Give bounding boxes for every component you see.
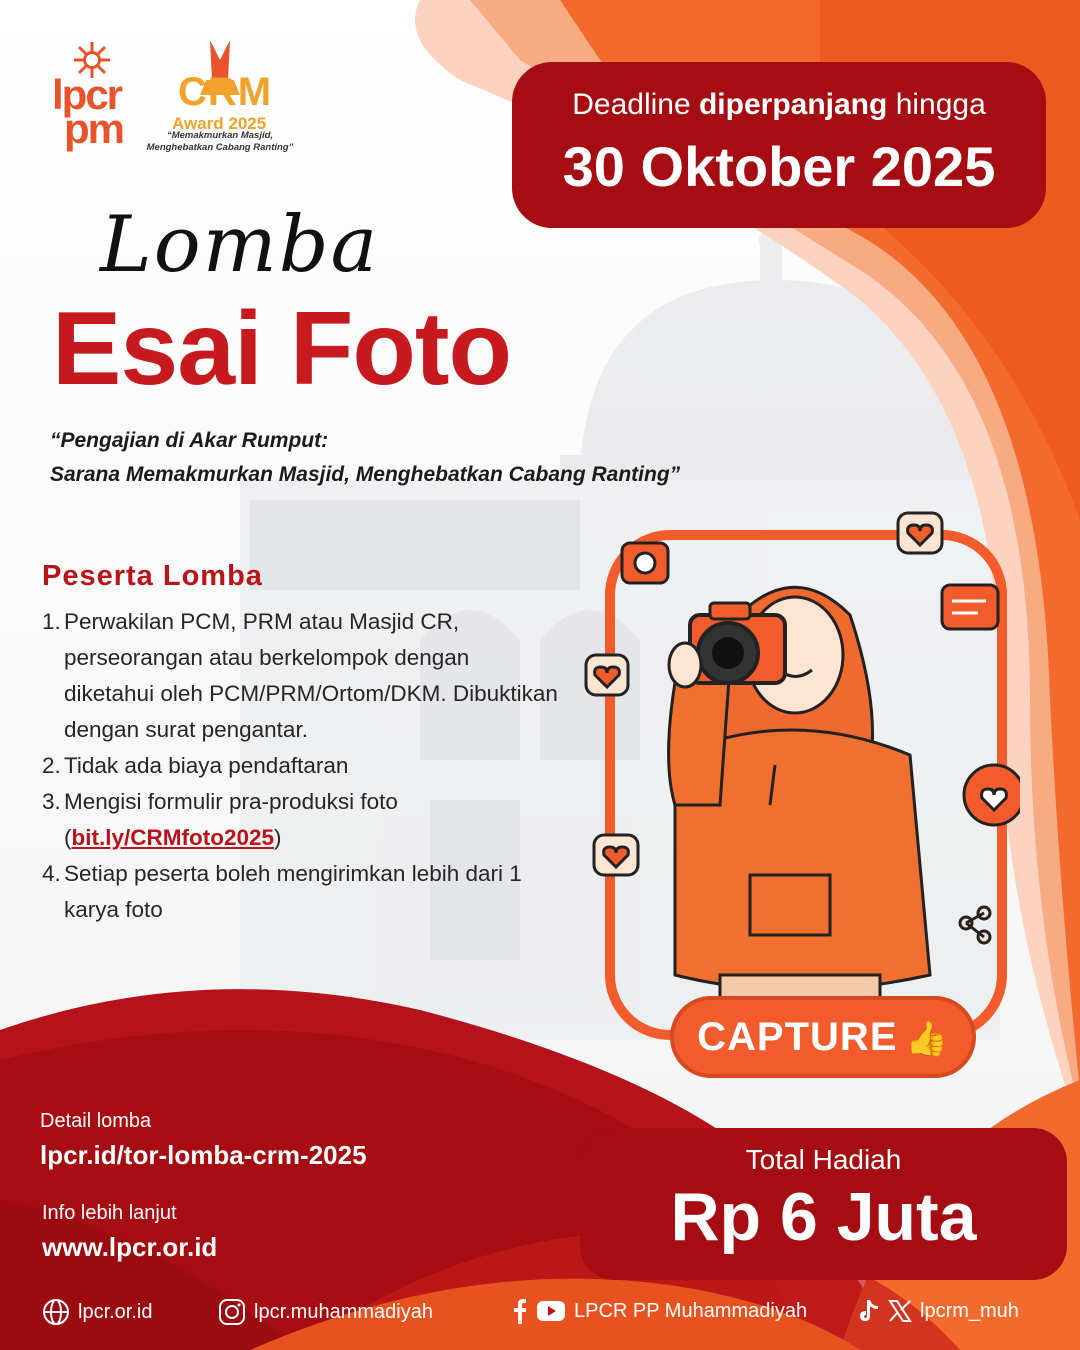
chat-icon — [942, 585, 998, 629]
deadline-bold: diperpanjang — [698, 88, 888, 121]
list-item — [42, 856, 562, 928]
list-text: Tidak ada biaya pendaftaran — [64, 753, 349, 778]
crm-tagline-line2: Menghebatkan Cabang Ranting” — [146, 142, 294, 153]
peserta-heading: Peserta Lomba — [42, 560, 263, 592]
footer-tiktok-x-text: lpcrm_muh — [920, 1299, 1019, 1322]
thumbs-up-icon: 👍 — [905, 1020, 949, 1058]
title-script: Lomba — [100, 200, 380, 290]
detail-url[interactable]: lpcr.id/tor-lomba-crm-2025 — [40, 1140, 367, 1170]
deadline-date: 30 Oktober 2025 — [562, 135, 996, 198]
footer-instagram-text: lpcr.muhammadiyah — [254, 1300, 433, 1323]
list-item — [42, 748, 562, 784]
list-text: Mengisi formulir pra-produksi foto — [64, 789, 398, 814]
footer-instagram[interactable] — [218, 1298, 433, 1326]
prize-banner — [580, 1128, 1067, 1280]
list-item — [42, 604, 562, 748]
heart-small-icon — [594, 835, 638, 875]
list-number: 2. — [42, 753, 61, 778]
crm-logo-award: Award 2025 — [172, 114, 267, 133]
list-number: 4. — [42, 861, 61, 886]
prize-amount: Rp 6 Juta — [670, 1179, 977, 1255]
x-icon — [888, 1299, 912, 1323]
peserta-list — [42, 604, 562, 928]
heart-icon — [898, 513, 942, 553]
instagram-icon — [218, 1298, 246, 1326]
share-icon — [960, 907, 990, 943]
list-text: Setiap peserta boleh mengirimkan lebih dari 1 karya foto — [64, 861, 522, 922]
facebook-icon — [512, 1298, 528, 1324]
deadline-banner — [512, 62, 1046, 228]
deadline-text — [512, 88, 1046, 122]
capture-label: CAPTURE — [697, 1015, 898, 1059]
theme-line1: “Pengajian di Akar Rumput: — [50, 429, 329, 452]
capture-button — [670, 996, 976, 1078]
prize-label: Total Hadiah — [745, 1144, 902, 1175]
footer-web[interactable] — [42, 1298, 152, 1326]
info-url[interactable]: www.lpcr.or.id — [42, 1232, 218, 1262]
lpcr-logo-line2: pm — [64, 105, 123, 152]
list-item: 3. Mengisi formulir pra-produksi foto (bit.ly/CRMfoto2025) — [42, 784, 562, 856]
form-link[interactable]: bit.ly/CRMfoto2025 — [71, 825, 275, 850]
detail-label: Detail lomba — [40, 1110, 152, 1132]
heart-bubble-icon — [586, 655, 628, 695]
camera-icon — [622, 543, 668, 583]
footer-web-text: lpcr.or.id — [78, 1300, 153, 1323]
crm-tagline-line1: “Memakmurkan Masjid, — [166, 130, 274, 141]
list-text: Perwakilan PCM, PRM atau Masjid CR, perseorangan atau berkelompok dengan diketahui oleh PCM/PRM/Ortom/DKM. Dibuktikan dengan surat pengantar. — [64, 609, 558, 742]
deadline-pre: Deadline — [572, 88, 691, 121]
crm-logo-name: CRM — [178, 70, 273, 114]
globe-icon — [42, 1298, 70, 1326]
footer-fb-yt-text: LPCR PP Muhammadiyah — [574, 1299, 808, 1322]
list-number: 3. — [42, 789, 61, 814]
title-main: Esai Foto — [52, 291, 512, 407]
crm-tagline — [120, 130, 320, 154]
youtube-icon — [536, 1300, 566, 1322]
footer-facebook-youtube[interactable] — [512, 1298, 807, 1324]
theme-line2: Sarana Memakmurkan Masjid, Menghebatkan Cabang Ranting” — [50, 463, 681, 486]
footer-tiktok-x[interactable] — [858, 1298, 1019, 1324]
tiktok-icon — [858, 1298, 880, 1324]
lpcr-logo-line1: lpcr — [52, 71, 122, 118]
theme-quote — [50, 424, 680, 492]
like-bubble-icon — [964, 765, 1020, 825]
deadline-post: hingga — [895, 88, 986, 121]
list-number: 1. — [42, 609, 61, 634]
info-label: Info lebih lanjut — [42, 1202, 177, 1224]
